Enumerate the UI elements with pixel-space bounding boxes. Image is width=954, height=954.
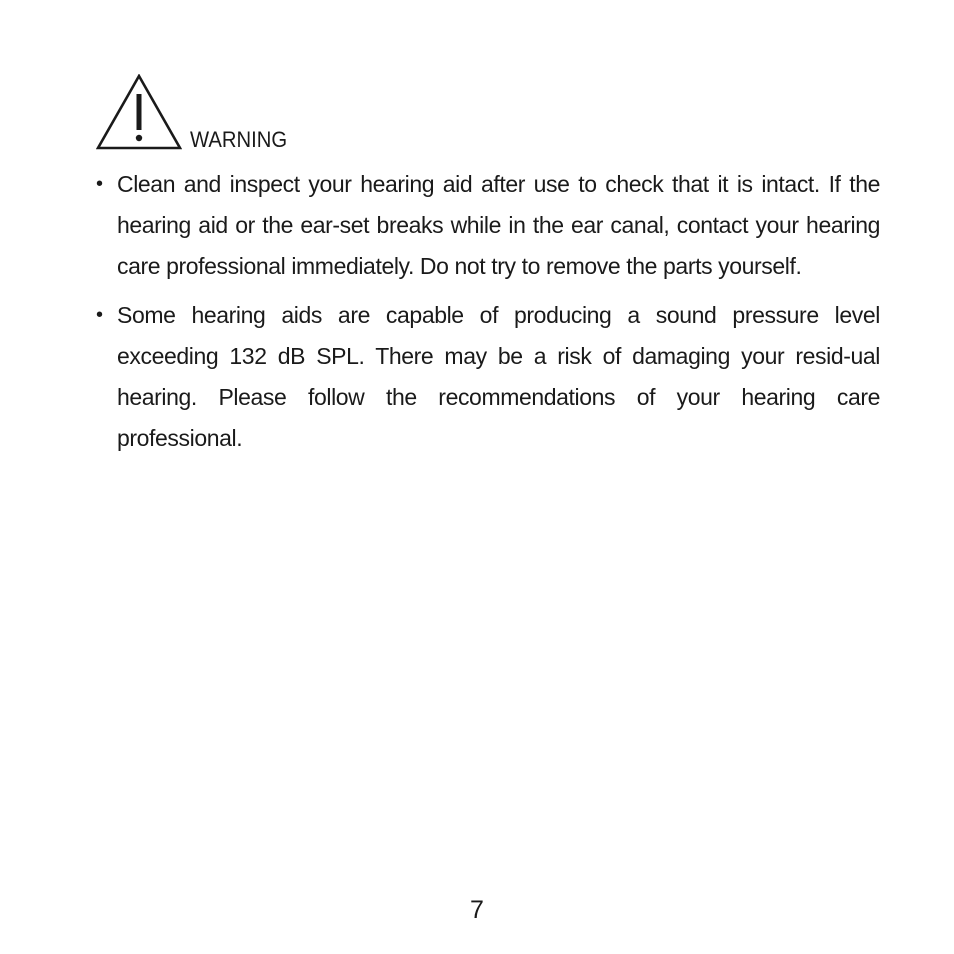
bullet-marker: • [96,304,103,326]
page-number: 7 [470,896,484,924]
bullet-marker: • [96,173,103,195]
warning-header [96,74,296,150]
bullet-text: Some hearing aids are capable of producing a sound pressure level exceeding 132 dB SPL. There may be a risk of damaging your resid-ual hearing. Please follow the recommendations of your hearing care professional. [117,302,880,451]
warning-title: WARNING [190,127,288,152]
list-item [96,164,880,287]
warning-bullet-list [96,164,880,467]
list-item [96,295,880,459]
warning-triangle-icon [96,74,182,150]
bullet-text: Clean and inspect your hearing aid after use to check that it is intact. If the hearing aid or the ear-set breaks while in the ear canal, contact your hearing care professional immediately. Do not try to remove the parts yourself. [117,171,880,279]
